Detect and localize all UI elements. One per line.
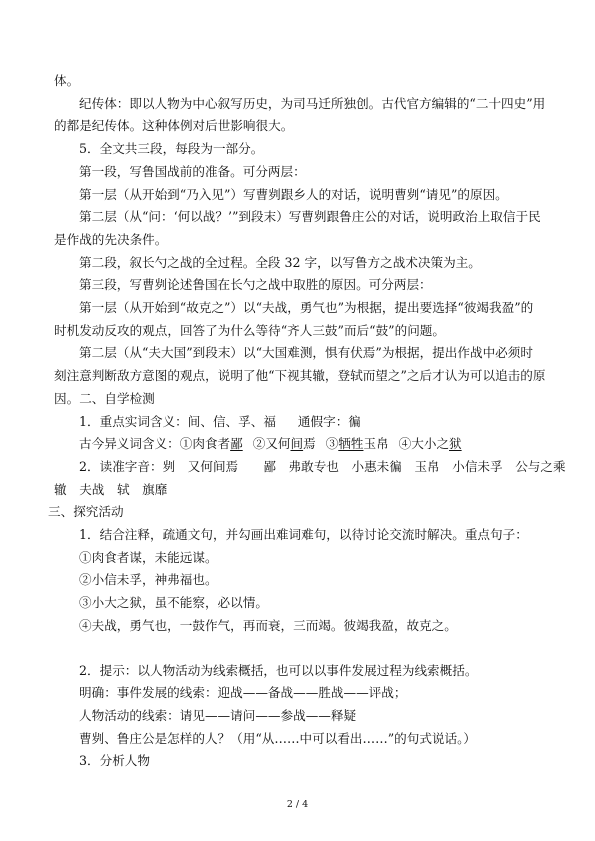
person-clue: 人物活动的线索：请见——请问——参战——释疑 bbox=[79, 707, 357, 723]
gujin-item: ③牺牲玉帛 bbox=[325, 436, 389, 452]
gujin-item: ④大小之狱 bbox=[398, 436, 462, 452]
tongjia-text: 通假字：徧 bbox=[297, 413, 361, 429]
activity-item-1: 1．结合注释，疏通文句，并勾画出难词难句，以待讨论交流时解决。重点句子： bbox=[79, 527, 528, 543]
text-line: 第一层（从开始到“乃入见”）写曹刿跟乡人的对话，说明曹刿“请见”的原因。 bbox=[79, 186, 508, 202]
blank-line bbox=[54, 638, 554, 660]
key-sentence: ①肉食者谋，未能远谋。 bbox=[79, 549, 218, 565]
pronunciation-line: 辙 夫战 轼 旗靡 bbox=[54, 481, 168, 497]
text-line: 第一段，写鲁国战前的准备。可分两层： bbox=[79, 163, 306, 179]
text-line: 时机发动反攻的观点，回答了为什么等待“齐人三鼓”而后“鼓”的问题。 bbox=[54, 322, 445, 338]
activity-item-2: 2．提示：以人物活动为线索概括，也可以以事件发展过程为线索概括。 bbox=[79, 662, 478, 678]
gujin-item: ①肉食者鄙 bbox=[179, 436, 243, 452]
text-line: 第一层（从开始到“故克之”）以“夫战，勇气也”为根据，提出要选择“彼竭我盈”的 bbox=[79, 300, 534, 316]
key-sentence: ②小信未孚，神弗福也。 bbox=[79, 572, 218, 588]
gujin-item: ②又何间焉 bbox=[252, 436, 316, 452]
key-words-text: 1．重点实词含义：间、信、孚、福 bbox=[79, 413, 276, 429]
key-sentence: ③小大之狱，虽不能察，必以情。 bbox=[79, 595, 268, 611]
event-clue: 明确：事件发展的线索：迎战——备战——胜战——评战； bbox=[79, 685, 407, 701]
discussion-question: 曹刿、鲁庄公是怎样的人？（用“从……中可以看出……”的句式说话。） bbox=[79, 730, 476, 746]
page-number: 2 / 4 bbox=[286, 799, 309, 810]
text-line: 的都是纪传体。这种体例对后世影响很大。 bbox=[54, 118, 294, 134]
section-heading: 三、探究活动 bbox=[48, 504, 124, 520]
text-line: 第三段，写曹刿论述鲁国在长勺之战中取胜的原因。可分两层： bbox=[79, 277, 432, 293]
text-line: 刻注意判断敌方意图的观点，说明了他“下视其辙，登轼而望之”之后才认为可以追击的原 bbox=[54, 368, 546, 384]
text-line: 第二层（从“夫大国”到段末）以“大国难测，惧有伏焉”为根据，提出作战中必须时 bbox=[79, 345, 533, 361]
text-line: 5．全文共三段，每段为一部分。 bbox=[79, 141, 264, 157]
text-line: 是作战的先决条件。 bbox=[54, 231, 168, 247]
key-sentence: ④夫战，勇气也，一鼓作气，再而衰，三而竭。彼竭我盈，故克之。 bbox=[79, 617, 457, 633]
activity-item-3: 3．分析人物 bbox=[79, 753, 150, 769]
text-line: 因。二、自学检测 bbox=[54, 390, 155, 406]
text-line: 体。 bbox=[54, 73, 80, 88]
gujin-label: 古今异义词含义： bbox=[79, 436, 180, 452]
gujin-line bbox=[54, 433, 554, 456]
text-line: 第二段，叙长勺之战的全过程。全段 32 字，以写鲁方之战术决策为主。 bbox=[79, 254, 481, 270]
pronunciation-line: 2．读准字音：刿 又何间焉 鄙 弗敢专也 小惠未徧 玉帛 小信未孚 公与之乘 bbox=[79, 458, 566, 474]
self-test-item-1 bbox=[54, 411, 554, 434]
page-content bbox=[48, 70, 566, 773]
text-line: 第二层（从“问：‘何以战？’”到段末）写曹刿跟鲁庄公的对话，说明政治上取信于民 bbox=[79, 209, 541, 225]
text-line: 纪传体：即以人物为中心叙写历史，为司马迁所独创。古代官方编辑的“二十四史”用 bbox=[79, 95, 546, 111]
